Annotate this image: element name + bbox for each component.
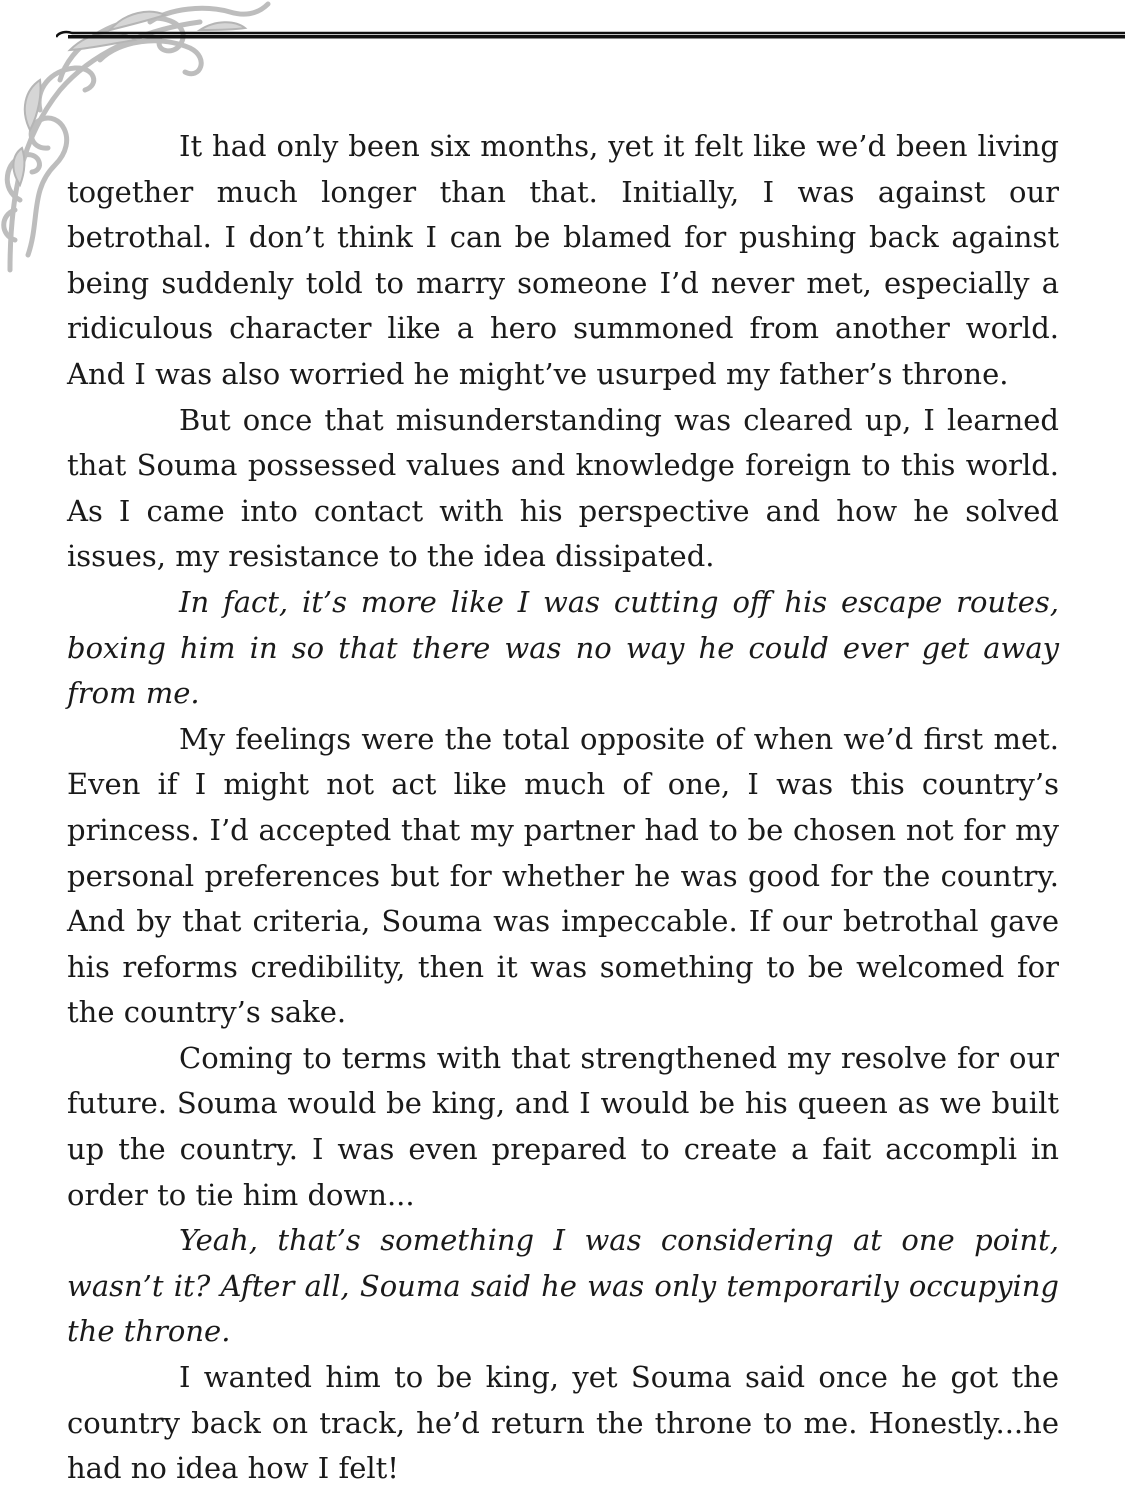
body-text <box>67 124 1059 1492</box>
paragraph-3-inner-thought: In fact, it’s more like I was cutting off his escape routes, boxing him in so that there was no way he could ever get away from me. <box>67 584 1059 711</box>
paragraph-7: I wanted him to be king, yet Souma said once he got the country back on track, he’d return the throne to me. Honestly...he had no idea how I felt! <box>67 1360 1059 1486</box>
paragraph-6-inner-thought: Yeah, that’s something I was considering at one point, wasn’t it? After all, Souma said he was only temporarily occupying the throne. <box>67 1223 1059 1349</box>
top-rule-divider <box>56 30 1125 42</box>
paragraph-5: Coming to terms with that strengthened my resolve for our future. Souma would be king, and I would be his queen as we built up the country. I was even prepared to create a fait accompli in order to tie him down... <box>67 1040 1059 1212</box>
paragraph-4: My feelings were the total opposite of when we’d first met. Even if I might not act like much of one, I was this country’s princess. I’d accepted that my partner had to be chosen not for my personal preferences but for whether he was good for the country. And by that criteria, Souma was impeccable. If our betrothal gave his reforms credibility, then it was something to be welcomed for the country’s sake. <box>67 721 1059 1030</box>
paragraph-2: But once that misunderstanding was cleared up, I learned that Souma possessed values and knowledge foreign to this world. As I came into contact with his perspective and how he solved issues, my resistance to the idea dissipated. <box>67 402 1059 574</box>
paragraph-1: It had only been six months, yet it felt like we’d been living together much longer than that. Initially, I was against our betrothal. I don’t think I can be blamed for pushing back against being suddenly told to marry someone I’d never met, especially a ridiculous character like a hero summoned from another world. And I was also worried he might’ve usurped my father’s throne. <box>67 129 1059 391</box>
